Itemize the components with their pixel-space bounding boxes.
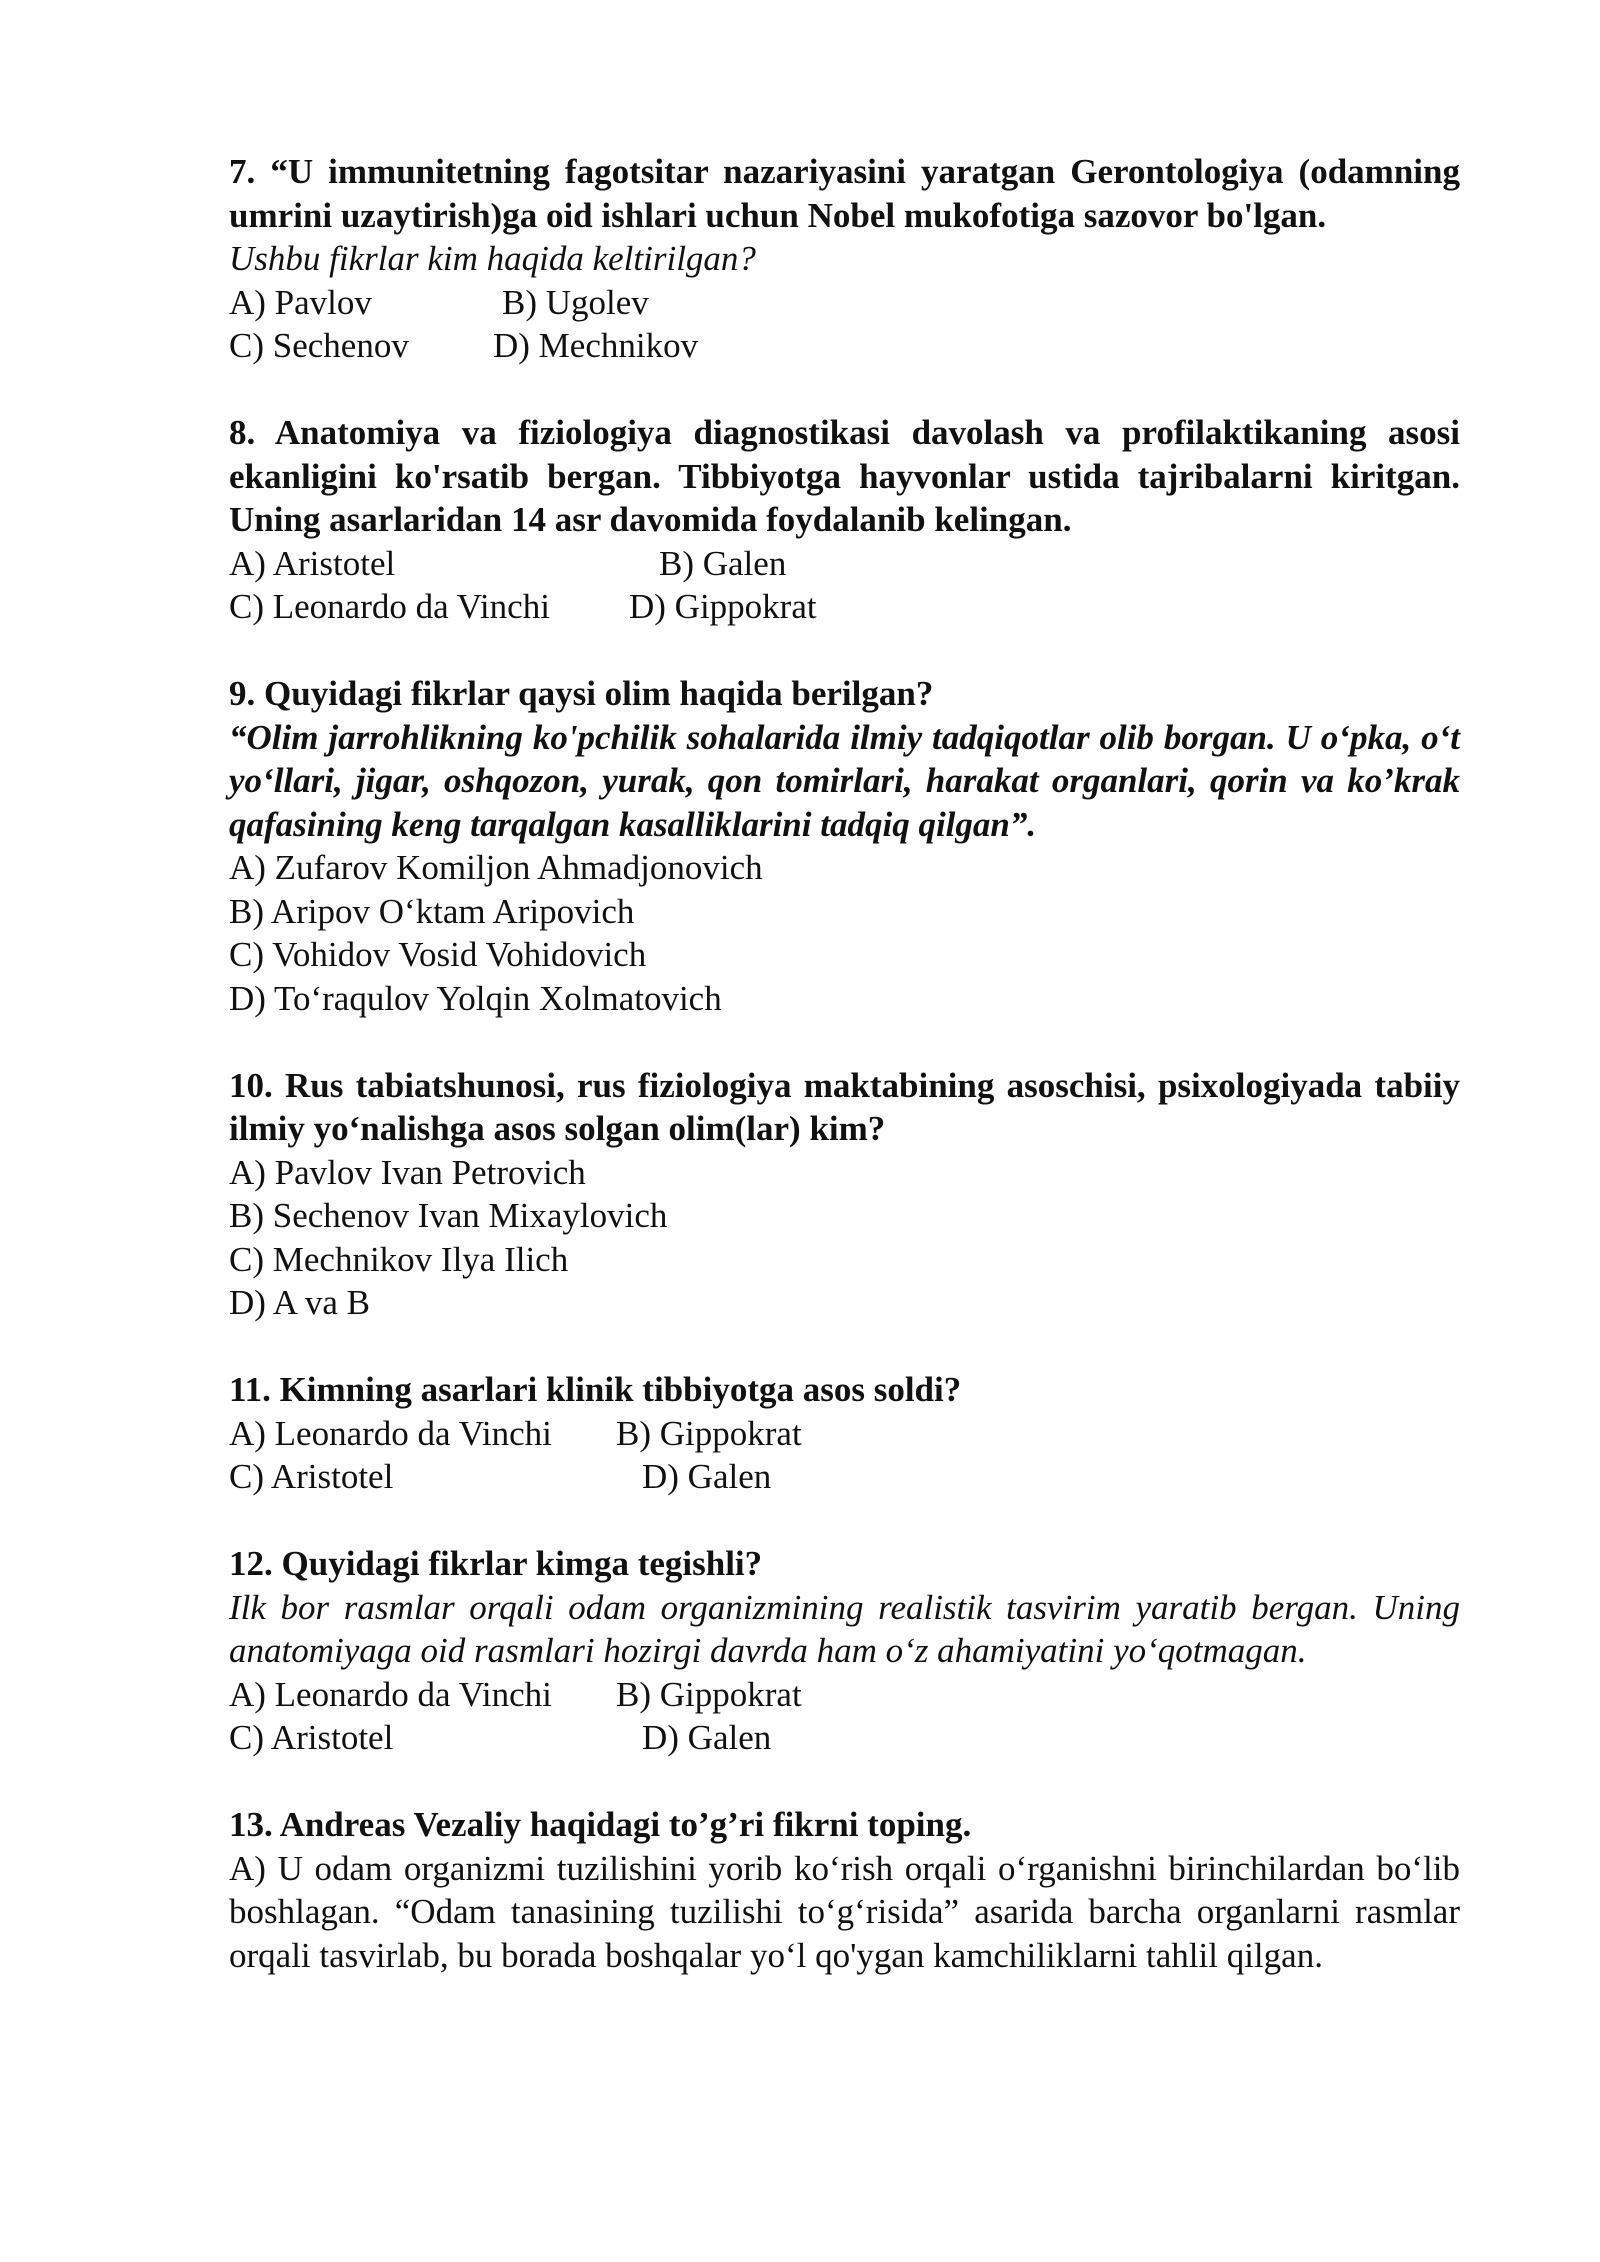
option-b[interactable]: B) Aripov O‘ktam Aripovich bbox=[229, 891, 635, 931]
option-c[interactable]: C) Leonardo da Vinchi bbox=[229, 587, 550, 626]
options-row bbox=[229, 324, 1460, 368]
options-row bbox=[229, 1412, 1460, 1456]
option-b[interactable]: B) Galen bbox=[659, 543, 787, 583]
option-c[interactable]: C) Aristotel bbox=[229, 1457, 394, 1496]
question-stem: 9. Quyidagi fikrlar qaysi olim haqida berilgan? bbox=[229, 674, 934, 713]
question-stem: 11. Kimning asarlari klinik tibbiyotga asos soldi? bbox=[229, 1370, 962, 1409]
options-row bbox=[229, 542, 1460, 586]
option-d[interactable]: D) Gippokrat bbox=[629, 587, 817, 626]
option-c[interactable]: C) Aristotel bbox=[229, 1718, 394, 1757]
options-row bbox=[229, 1673, 1460, 1717]
question-7 bbox=[229, 150, 1460, 368]
option-b[interactable]: B) Gippokrat bbox=[616, 1413, 802, 1453]
option-d[interactable]: D) Galen bbox=[642, 1718, 772, 1757]
question-quote: “Olim jarrohlikning ko'pchilik sohalarida ilmiy tadqiqotlar olib borgan. U o‘pka, o‘t yo‘llari, jigar, oshqozon, yurak, qon tomirlari, harakat organlari, qorin va ko’krak qafasining keng tarqalgan kasalliklarini tadqiq qilgan”. bbox=[229, 717, 1460, 844]
option-b[interactable]: B) Ugolev bbox=[502, 282, 649, 322]
option-d[interactable]: D) Mechnikov bbox=[493, 326, 699, 365]
options-row bbox=[229, 1716, 1460, 1760]
question-stem: 13. Andreas Vezaliy haqidagi to’g’ri fikrni toping. bbox=[229, 1805, 972, 1844]
options-row bbox=[229, 585, 1460, 629]
option-c[interactable]: C) Vohidov Vosid Vohidovich bbox=[229, 935, 647, 974]
question-9 bbox=[229, 672, 1460, 1020]
options-row bbox=[229, 281, 1460, 325]
question-stem: 8. Anatomiya va fiziologiya diagnostikasi davolash va profilaktikaning asosi ekanligini ko'rsatib bergan. Tibbiyotga hayvonlar ustida tajribalarni kiritgan. Uning asarlaridan 14 asr davomida foydalanib kelingan. bbox=[229, 413, 1460, 539]
question-prompt: Ushbu fikrlar kim haqida keltirilgan? bbox=[229, 239, 756, 278]
question-stem: 7. “U immunitetning fagotsitar nazariyasini yaratgan Gerontologiya (odamning umrini uzaytirish)ga oid ishlari uchun Nobel mukofotiga sazovor bo'lgan. bbox=[229, 152, 1460, 235]
option-c[interactable]: C) Sechenov bbox=[229, 326, 409, 365]
question-stem: 12. Quyidagi fikrlar kimga tegishli? bbox=[229, 1544, 763, 1583]
option-a[interactable]: A) U odam organizmi tuzilishini yorib ko‘rish orqali o‘rganishni birinchilardan bo‘lib boshlagan. “Odam tanasining tuzilishi to‘g‘risida” asarida barcha organlarni rasmlar orqali tasvirlab, bu borada boshqalar yo‘l qo'ygan kamchiliklarni tahlil qilgan. bbox=[229, 1848, 1460, 1975]
option-a[interactable]: A) Zufarov Komiljon Ahmadjonovich bbox=[229, 848, 763, 887]
question-11 bbox=[229, 1368, 1460, 1499]
option-a[interactable]: A) Pavlov Ivan Petrovich bbox=[229, 1152, 586, 1192]
question-13 bbox=[229, 1803, 1460, 1977]
option-d[interactable]: D) To‘raqulov Yolqin Xolmatovich bbox=[229, 978, 722, 1018]
question-8 bbox=[229, 411, 1460, 629]
option-d[interactable]: D) A va B bbox=[229, 1283, 370, 1322]
question-10 bbox=[229, 1064, 1460, 1325]
option-c[interactable]: C) Mechnikov Ilya Ilich bbox=[229, 1239, 569, 1279]
option-b[interactable]: B) Sechenov Ivan Mixaylovich bbox=[229, 1196, 668, 1235]
option-a[interactable]: A) Pavlov bbox=[229, 282, 372, 322]
options-row bbox=[229, 1455, 1460, 1499]
option-a[interactable]: A) Leonardo da Vinchi bbox=[229, 1413, 552, 1453]
question-12 bbox=[229, 1542, 1460, 1760]
option-b[interactable]: B) Gippokrat bbox=[616, 1674, 802, 1714]
question-stem: 10. Rus tabiatshunosi, rus fiziologiya maktabining asoschisi, psixologiyada tabiiy ilmiy yo‘nalishga asos solgan olim(lar) kim? bbox=[229, 1065, 1460, 1148]
option-a[interactable]: A) Leonardo da Vinchi bbox=[229, 1674, 552, 1714]
question-quote: Ilk bor rasmlar orqali odam organizmining realistik tasvirim yaratib bergan. Uning anatomiyaga oid rasmlari hozirgi davrda ham o‘z ahamiyatini yo‘qotmagan. bbox=[229, 1587, 1460, 1670]
option-d[interactable]: D) Galen bbox=[642, 1457, 772, 1496]
option-a[interactable]: A) Aristotel bbox=[229, 543, 396, 583]
